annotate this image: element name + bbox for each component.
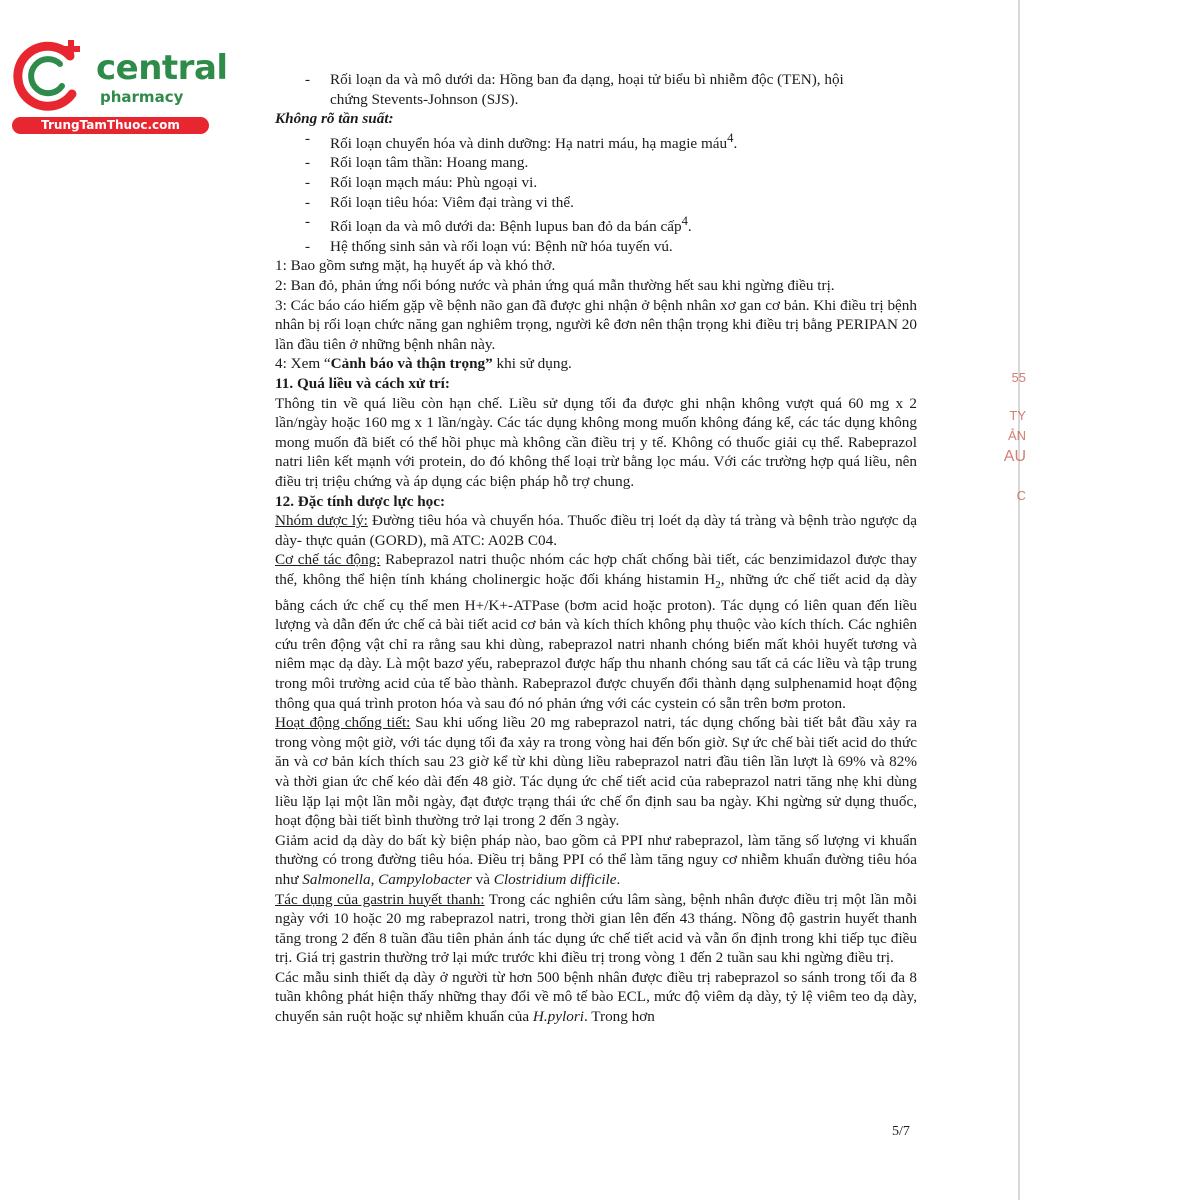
brand-url: TrungTamThuoc.com: [12, 117, 209, 134]
page-edge: [1018, 0, 1020, 1200]
italic-term: Campylobacter: [378, 870, 472, 888]
paragraph-label: Hoạt động chống tiết:: [275, 714, 411, 732]
footnote-2: 2: Ban đỏ, phản ứng nổi bóng nước và phản ứng quá mẫn thường hết sau khi ngừng điều trị.: [275, 277, 835, 295]
document-body: [275, 70, 917, 1027]
italic-term: H.pylori: [532, 1008, 584, 1026]
section-subheading-frequency: Không rõ tần suất:: [275, 110, 394, 128]
mechanism-paragraph: [275, 550, 917, 713]
punct: và: [471, 870, 494, 888]
footnote-ref: 4: [727, 130, 734, 145]
list-item: - Rối loạn tâm thần: Hoang mang.: [305, 154, 529, 172]
paragraph-label: Tác dụng của gastrin huyết thanh:: [275, 890, 485, 908]
footnote-4: [275, 354, 917, 374]
biopsy-paragraph: [275, 968, 917, 1027]
list-item-text: Hệ thống sinh sản và rối loạn vú: Bệnh nữ hóa tuyến vú.: [330, 237, 673, 255]
gastric-acid-paragraph: [275, 831, 917, 890]
paragraph-text: Sau khi uống liều 20 mg rabeprazol natri, tác dụng chống bài tiết bắt đầu xảy ra trong vòng một giờ, với tác dụng tối đa xảy ra trong vòng hai đến bốn giờ. Sự ức chế bài tiết acid do thức ăn và cơ bản kích thích sau 23 giờ kể từ khi dùng liều rabeprazol natri đầu tiên lần lượt là 69% và 82% và thời gian ức chế kéo dài đến 48 giờ. Tác dụng ức chế tiết acid của rabeprazol natri tăng nhẹ khi dùng liều lặp lại một lần mỗi ngày, đạt được trạng thái ức chế ổn định sau ba ngày. Khi ngừng sử dụng thuốc, hoạt động bài tiết bình thường trở lại trong 2 đến 3 ngày.: [275, 714, 917, 830]
paragraph-text: Đường tiêu hóa và chuyển hóa. Thuốc điều trị loét dạ dày tá tràng và bệnh trào ngược dạ dày- thực quản (GORD), mã ATC: A02B C04.: [275, 512, 917, 549]
punct: .: [687, 218, 692, 236]
list-item: - Rối loạn chuyển hóa và dinh dưỡng: Hạ natri máu, hạ magie máu$^4$.: [305, 129, 738, 152]
footnote-4-bold: Cảnh báo và thận trọng”: [330, 355, 493, 373]
list-item: - Rối loạn da và mô dưới da: Hồng ban đa dạng, hoại tử biểu bì nhiễm độc (TEN), hội chứng Stevents-Johnson (SJS).: [305, 71, 844, 108]
list-item-text-cont: chứng Stevents-Johnson (SJS).: [330, 90, 519, 108]
paragraph-label: Cơ chế tác động:: [275, 551, 381, 569]
paragraph-label: Nhóm dược lý:: [275, 512, 368, 530]
paragraph-text: Rabeprazol natri thuộc nhóm các hợp chất chống bài tiết, các benzimidazol được thay thế, không thể hiện tính kháng cholinergic hoặc đối kháng histamin H: [275, 551, 917, 588]
punct: .: [616, 870, 621, 888]
stamp-text-2: TY: [1009, 408, 1026, 423]
stamp-text-4: AU: [1003, 448, 1026, 465]
list-item-text: Rối loạn da và mô dưới da: Hồng ban đa dạng, hoại tử biểu bì nhiễm độc (TEN), hội: [330, 71, 844, 88]
page-number: 5/7: [892, 1124, 910, 1139]
paragraph-text: Trong các nghiên cứu lâm sàng, bệnh nhân được điều trị một lần mỗi ngày với 10 hoặc 20 mg rabeprazol natri, trong thời gian lên đến 43 tháng. Nồng độ gastrin huyết thanh tăng trong 2 đến 8 tuần đầu tiên phản ánh tác dụng ức chế tiết acid và vẫn ổn định trong khi tiếp tục điều trị. Giá trị gastrin thường trở lại mức trước khi điều trị trong vòng 1 đến 2 tuần sau khi ngừng điều trị.: [275, 890, 918, 967]
footnote-4-pre: 4: Xem “: [275, 355, 331, 373]
central-pharmacy-logo: [12, 38, 228, 138]
pharmacology-group-paragraph: [275, 511, 917, 550]
antisecretory-paragraph: [275, 713, 917, 831]
brand-subtitle: pharmacy: [100, 88, 184, 106]
overdose-paragraph: Thông tin về quá liều còn hạn chế. Liều sử dụng tối đa được ghi nhận không vượt quá 60 mg x 2 lần/ngày hoặc 160 mg x 1 lần/ngày. Các tác dụng không mong muốn không đáng kể, các tác dụng không mong muốn đã biết có thể hồi phục mà không cần điều trị y tế. Không có thuốc giải cụ thể. Rabeprazol natri liên kết mạnh với protein, do đó không thể loại trừ bằng lọc máu. Với các trường hợp quá liều, nên điều trị triệu chứng và áp dụng các biện pháp hỗ trợ chung.: [275, 394, 917, 490]
paragraph-text-cont: , những ức chế tiết acid dạ dày bằng cách ức chế cụ thể men H+/K+-ATPase (bơm acid hoặc proton). Tác dụng có liên quan đến liều lượng và dẫn đến ức chế cả bài tiết acid cơ bản và kích thích không phụ thuộc vào kích thích. Các nghiên cứu trên động vật chỉ ra rằng sau khi dùng, rabeprazol natri nhanh chóng biến mất khỏi huyết tương và niêm mạc dạ dày. Là một bazơ yếu, rabeprazol được hấp thu nhanh chóng sau tất cả các liều và tập trung trong môi trường acid của tế bào thành. Rabeprazol được chuyển đổi thành dạng sulphenamid hoạt động thông qua quá trình proton hóa và sau đó nó phản ứng với các cystein có sẵn trên bơm proton.: [275, 570, 917, 712]
list-item-text: Rối loạn da và mô dưới da: Bệnh lupus ban đỏ da bán cấp: [330, 218, 682, 236]
paragraph-text-end: . Trong hơn: [583, 1008, 655, 1026]
footnote-1: 1: Bao gồm sưng mặt, hạ huyết áp và khó thở.: [275, 257, 556, 275]
list-item: - Rối loạn da và mô dưới da: Bệnh lupus ban đỏ da bán cấp$^4$.: [305, 213, 692, 236]
section-heading-pharmacodynamics: 12. Đặc tính dược lực học:: [275, 492, 446, 510]
list-item: - Rối loạn tiêu hóa: Viêm đại tràng vi thể.: [305, 193, 574, 211]
red-stamp-fragment: [1000, 360, 1030, 520]
paragraph-text: Giảm acid dạ dày do bất kỳ biện pháp nào, bao gồm cả PPI như rabeprazol, làm tăng số lượng vi khuẩn thường có trong đường tiêu hóa. Điều trị bằng PPI có thể làm tăng nguy cơ nhiễm khuẩn đường tiêu hóa như: [275, 831, 917, 888]
stamp-text-1: 55: [1011, 370, 1026, 385]
list-item-text: Rối loạn tâm thần: Hoang mang.: [330, 154, 529, 172]
italic-term: Salmonella: [302, 870, 371, 888]
paragraph-text: Các mẫu sinh thiết dạ dày ở người từ hơn 500 bệnh nhân được điều trị rabeprazol so sánh trong tối đa 8 tuần không phát hiện thấy những thay đổi về mô tế bào ECL, mức độ viêm dạ dày, tỷ lệ viêm teo dạ dày, chuyển sản ruột hoặc sự nhiễm khuẩn của: [275, 968, 917, 1026]
brand-name: central: [96, 48, 228, 88]
footnote-3: 3: Các báo cáo hiếm gặp về bệnh não gan đã được ghi nhận ở bệnh nhân xơ gan cơ bản. Khi điều trị bệnh nhân bị rối loạn chức năng gan nghiêm trọng, người kê đơn nên thận trọng khi điều trị bằng PERIPAN 20 lần đầu tiên ở những bệnh nhân này.: [275, 296, 917, 353]
list-item-text: Rối loạn chuyển hóa và dinh dưỡng: Hạ natri máu, hạ magie máu: [330, 134, 728, 152]
serum-gastrin-paragraph: [275, 890, 917, 968]
punct: .: [733, 134, 738, 152]
list-item: - Rối loạn mạch máu: Phù ngoại vi.: [305, 174, 538, 192]
list-item-text: Rối loạn mạch máu: Phù ngoại vi.: [330, 174, 538, 192]
stamp-text-5: C: [1016, 488, 1026, 503]
italic-term: Clostridium difficile: [493, 870, 617, 888]
section-heading-overdose: 11. Quá liều và cách xử trí:: [275, 375, 450, 393]
punct: ,: [370, 870, 379, 888]
central-pharmacy-logo-icon: [12, 38, 92, 114]
subscript: 2: [715, 579, 721, 591]
footnote-4-post: khi sử dụng.: [492, 355, 572, 373]
list-item: - Hệ thống sinh sản và rối loạn vú: Bệnh nữ hóa tuyến vú.: [305, 237, 673, 255]
stamp-text-3: ẢN: [1007, 428, 1026, 443]
list-item-text: Rối loạn tiêu hóa: Viêm đại tràng vi thể.: [330, 193, 574, 211]
footnote-ref: 4: [681, 214, 688, 229]
